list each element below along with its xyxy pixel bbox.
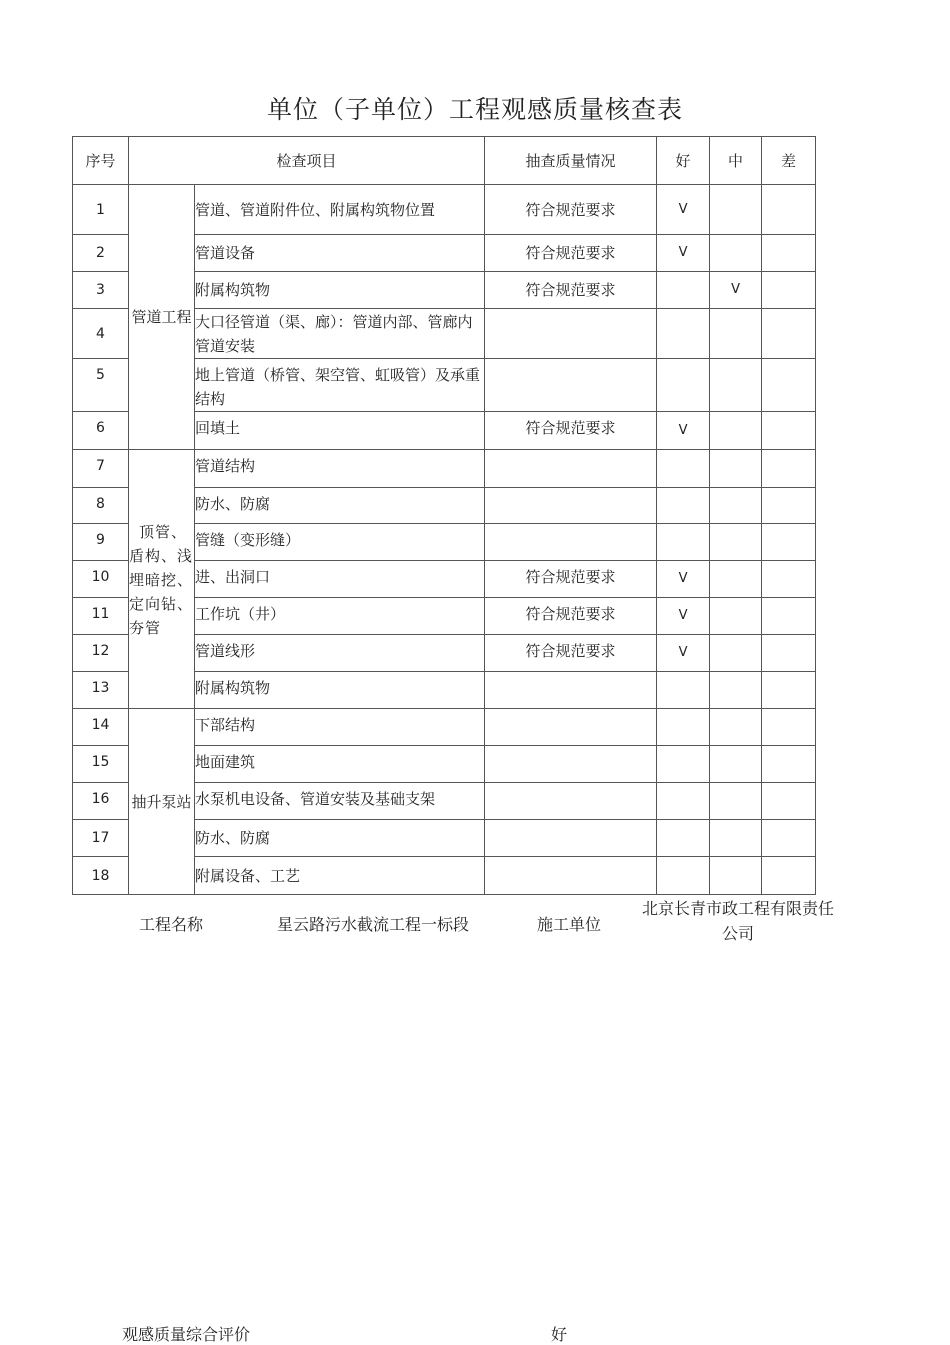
rating-good: [657, 783, 710, 820]
quality-situation: [485, 820, 657, 857]
rating-medium: [710, 598, 762, 635]
table-row: [73, 709, 816, 746]
rating-poor: [762, 488, 816, 524]
rating-poor: [762, 359, 816, 412]
quality-situation: [485, 488, 657, 524]
rating-poor: [762, 412, 816, 450]
rating-medium: [710, 746, 762, 783]
rating-good: [657, 359, 710, 412]
page-title: 单位（子单位）工程观感质量核查表: [266, 95, 683, 124]
quality-situation: [485, 450, 657, 488]
row-number: 13: [73, 672, 129, 709]
rating-good: V: [657, 635, 710, 672]
header-good: 好: [657, 137, 710, 185]
check-item: 下部结构: [195, 709, 485, 746]
rating-poor: [762, 635, 816, 672]
rating-good: V: [657, 235, 710, 272]
check-item: 防水、防腐: [195, 488, 485, 524]
rating-medium: [710, 820, 762, 857]
header-item: 检查项目: [129, 137, 485, 185]
header-situation: 抽查质量情况: [485, 137, 657, 185]
rating-good: V: [657, 561, 710, 598]
quality-situation: [485, 359, 657, 412]
check-item: 防水、防腐: [195, 820, 485, 857]
quality-situation: [485, 709, 657, 746]
row-number: 12: [73, 635, 129, 672]
row-number: 9: [73, 524, 129, 561]
rating-medium: [710, 561, 762, 598]
rating-medium: [710, 412, 762, 450]
check-item: 管缝（变形缝）: [195, 524, 485, 561]
rating-good: [657, 488, 710, 524]
row-number: 17: [73, 820, 129, 857]
rating-poor: [762, 524, 816, 561]
rating-medium: [710, 488, 762, 524]
rating-poor: [762, 561, 816, 598]
rating-poor: [762, 235, 816, 272]
quality-situation: 符合规范要求: [485, 272, 657, 309]
row-number: 10: [73, 561, 129, 598]
rating-good: [657, 820, 710, 857]
project-name-label: 工程名称: [139, 915, 204, 934]
rating-poor: [762, 185, 816, 235]
rating-medium: [710, 635, 762, 672]
header-poor: 差: [762, 137, 816, 185]
rating-poor: [762, 709, 816, 746]
rating-good: [657, 746, 710, 783]
check-item: 管道设备: [195, 235, 485, 272]
quality-situation: [485, 857, 657, 895]
row-number: 1: [73, 185, 129, 235]
quality-situation: 符合规范要求: [485, 561, 657, 598]
inspection-table: [72, 136, 816, 895]
rating-good: V: [657, 185, 710, 235]
rating-medium: [710, 857, 762, 895]
quality-situation: [485, 746, 657, 783]
rating-medium: [710, 450, 762, 488]
check-item: 回填土: [195, 412, 485, 450]
row-number: 2: [73, 235, 129, 272]
check-item: 管道结构: [195, 450, 485, 488]
rating-poor: [762, 309, 816, 359]
row-number: 14: [73, 709, 129, 746]
rating-good: [657, 524, 710, 561]
check-item: 地面建筑: [195, 746, 485, 783]
rating-medium: [710, 783, 762, 820]
rating-medium: [710, 185, 762, 235]
group-label: 抽升泵站: [129, 709, 195, 895]
rating-good: [657, 272, 710, 309]
quality-situation: 符合规范要求: [485, 185, 657, 235]
check-item: 附属构筑物: [195, 672, 485, 709]
row-number: 4: [73, 309, 129, 359]
rating-good: [657, 450, 710, 488]
quality-situation: [485, 783, 657, 820]
rating-poor: [762, 857, 816, 895]
row-number: 6: [73, 412, 129, 450]
check-item: 进、出洞口: [195, 561, 485, 598]
rating-poor: [762, 272, 816, 309]
row-number: 16: [73, 783, 129, 820]
check-item: 工作坑（井）: [195, 598, 485, 635]
rating-good: V: [657, 412, 710, 450]
rating-medium: [710, 235, 762, 272]
rating-good: [657, 709, 710, 746]
rating-poor: [762, 598, 816, 635]
rating-poor: [762, 783, 816, 820]
rating-poor: [762, 450, 816, 488]
header-seq: 序号: [73, 137, 129, 185]
row-number: 18: [73, 857, 129, 895]
row-number: 5: [73, 359, 129, 412]
header-row: [73, 137, 816, 185]
quality-situation: [485, 672, 657, 709]
rating-good: V: [657, 598, 710, 635]
rating-good: [657, 309, 710, 359]
overall-value: 好: [551, 1325, 568, 1344]
rating-medium: [710, 524, 762, 561]
group-label: 顶管、盾构、浅埋暗挖、定向钻、夯管: [129, 450, 195, 709]
rating-medium: [710, 672, 762, 709]
rating-good: [657, 857, 710, 895]
quality-situation: [485, 524, 657, 561]
quality-situation: 符合规范要求: [485, 635, 657, 672]
rating-medium: [710, 309, 762, 359]
table-row: [73, 185, 816, 235]
rating-poor: [762, 820, 816, 857]
quality-situation: [485, 309, 657, 359]
rating-good: [657, 672, 710, 709]
check-item: 管道线形: [195, 635, 485, 672]
overall-label: 观感质量综合评价: [122, 1325, 251, 1344]
quality-situation: 符合规范要求: [485, 412, 657, 450]
rating-poor: [762, 746, 816, 783]
row-number: 8: [73, 488, 129, 524]
rating-medium: V: [710, 272, 762, 309]
check-item: 地上管道（桥管、架空管、虹吸管）及承重结构: [195, 359, 485, 412]
row-number: 15: [73, 746, 129, 783]
rating-medium: [710, 709, 762, 746]
quality-situation: 符合规范要求: [485, 598, 657, 635]
check-item: 附属构筑物: [195, 272, 485, 309]
check-item: 管道、管道附件位、附属构筑物位置: [195, 185, 485, 235]
row-number: 7: [73, 450, 129, 488]
quality-situation: 符合规范要求: [485, 235, 657, 272]
rating-medium: [710, 359, 762, 412]
check-item: 大口径管道（渠、廊）：管道内部、管廊内管道安装: [195, 309, 485, 359]
row-number: 11: [73, 598, 129, 635]
contractor-label: 施工单位: [537, 915, 602, 934]
group-label: 管道工程: [129, 185, 195, 450]
rating-poor: [762, 672, 816, 709]
check-item: 水泵机电设备、管道安装及基础支架: [195, 783, 485, 820]
contractor-value: 北京长青市政工程有限责任公司: [642, 899, 835, 943]
check-item: 附属设备、工艺: [195, 857, 485, 895]
table-row: [73, 450, 816, 488]
project-name-value: 星云路污水截流工程一标段: [277, 915, 470, 934]
row-number: 3: [73, 272, 129, 309]
header-medium: 中: [710, 137, 762, 185]
